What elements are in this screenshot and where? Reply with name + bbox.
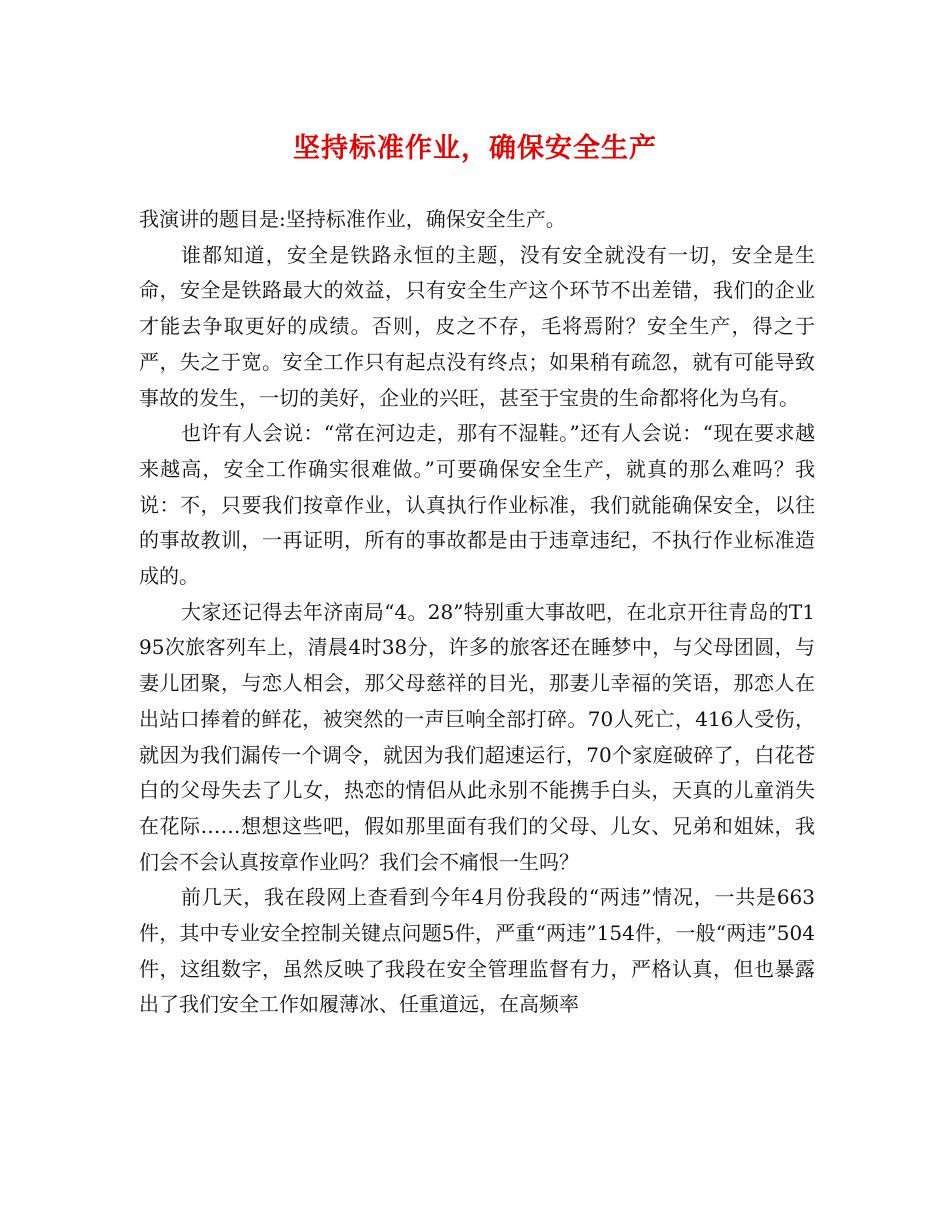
document-title: 坚持标准作业，确保安全生产 [293,133,657,164]
paragraph-violation-stats: 前几天，我在段网上查看到今年4月份我段的“两违”情况，一共是663件，其中专业安全控制关键点问题5件，严重“两违”154件，一般“两违”504件，这组数字，虽然反映了我段在安全管理监督有力，严格认真，但也暴露出了我们安全工作如履薄冰、任重道远，在高频率 [139,885,815,1017]
document-body [139,202,815,1023]
paragraph-standard-work: 也许有人会说：“常在河边走，那有不湿鞋。”还有人会说：“现在要求越来越高，安全工作确实很难做。”可要确保安全生产，就真的那么难吗？我说：不，只要我们按章作业，认真执行作业标准，我们就能确保安全，以往的事故教训，一再证明，所有的事故都是由于违章违纪，不执行作业标准造成的。 [139,421,815,589]
paragraph-accident-example: 大家还记得去年济南局“4。28”特别重大事故吧，在北京开往青岛的T195次旅客列车上，清晨4时38分，许多的旅客还在睡梦中，与父母团圆，与妻儿团聚，与恋人相会，那父母慈祥的目光，那妻儿幸福的笑语，那恋人在出站口捧着的鲜花，被突然的一声巨响全部打碎。70人死亡，416人受伤，就因为我们漏传一个调令，就因为我们超速运行，70个家庭破碎了，白花苍白的父母失去了儿女，热恋的情侣从此永别不能携手白头，天真的儿童消失在花际……想想这些吧，假如那里面有我们的父母、儿女、兄弟和姐妹，我们会不会认真按章作业吗？我们会不痛恨一生吗？ [139,599,815,874]
paragraph-safety-theme: 谁都知道，安全是铁路永恒的主题，没有安全就没有一切，安全是生命，安全是铁路最大的效益，只有安全生产这个环节不出差错，我们的企业才能去争取更好的成绩。否则，皮之不存，毛将焉附？安全生产，得之于严，失之于宽。安全工作只有起点没有终点；如果稍有疏忽，就有可能导致事故的发生，一切的美好，企业的兴旺，甚至于宝贵的生命都将化为乌有。 [139,242,815,410]
paragraph-intro: 我演讲的题目是:坚持标准作业，确保安全生产。 [139,207,566,231]
